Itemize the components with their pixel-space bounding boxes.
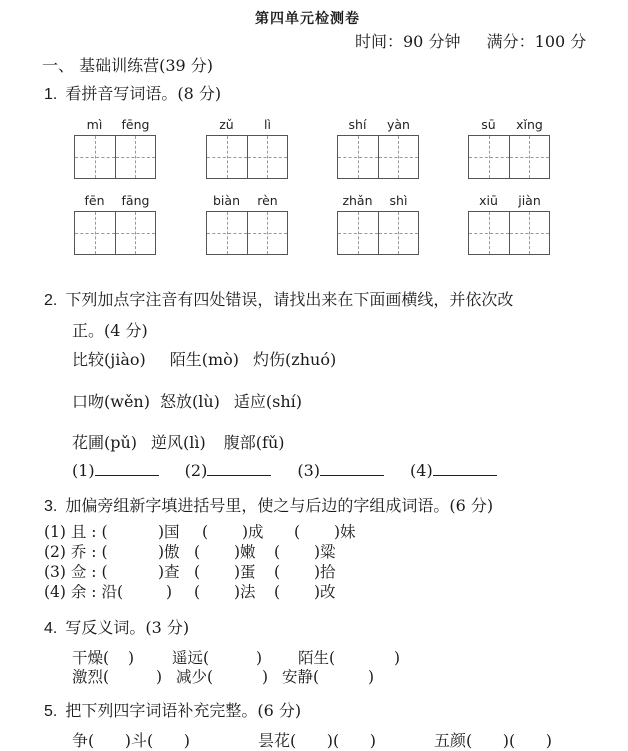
fill-slot[interactable]: ( xyxy=(274,583,281,601)
pinyin-label: xiū xyxy=(479,193,498,208)
word-with-pinyin: 陌生(mò) xyxy=(169,350,240,369)
answer-blank[interactable] xyxy=(320,461,384,476)
row-label: (2) 乔 : ( xyxy=(44,543,108,561)
fill-slot[interactable]: ( xyxy=(194,563,201,581)
antonym-blank[interactable]: ) xyxy=(394,649,401,667)
pinyin-box-group xyxy=(337,193,419,255)
antonym-blank[interactable]: ) xyxy=(368,668,375,686)
answer-blank[interactable] xyxy=(433,461,497,476)
writing-cell[interactable] xyxy=(338,136,378,178)
writing-cell[interactable] xyxy=(247,136,288,178)
fill-slot[interactable]: ( xyxy=(274,543,281,561)
pinyin-box-group xyxy=(206,117,288,179)
pinyin-box-group xyxy=(206,193,288,255)
tianzige-grid[interactable] xyxy=(206,211,288,255)
question-text: 下列加点字注音有四处错误，请找出来在下面画横线，并依次改 xyxy=(65,290,514,309)
word-with-pinyin: 比较(jiào) xyxy=(72,350,146,369)
idiom-item[interactable]: 五颜( )( ) xyxy=(434,731,553,750)
score-label: 满分：100 分 xyxy=(486,32,587,51)
writing-cell[interactable] xyxy=(338,212,378,254)
writing-cell[interactable] xyxy=(509,136,550,178)
idiom-item[interactable]: 昙花( )( ) xyxy=(258,731,377,750)
pinyin-label: biàn xyxy=(213,193,240,208)
fill-slot[interactable]: )妹 xyxy=(334,523,356,541)
fill-slot[interactable]: ( xyxy=(294,523,301,541)
exam-meta xyxy=(355,29,586,52)
pinyin-label: mì xyxy=(86,117,103,132)
writing-cell[interactable] xyxy=(247,212,288,254)
tianzige-grid[interactable] xyxy=(74,135,156,179)
pinyin-label: shí xyxy=(348,117,367,132)
question-text: 加偏旁组新字填进括号里，使之与后边的字组成词语。(6 分) xyxy=(65,496,494,515)
fill-slot[interactable]: ) xyxy=(166,583,173,601)
pinyin-row-2 xyxy=(72,389,302,412)
fill-slot[interactable]: )法 xyxy=(234,583,256,601)
writing-cell[interactable] xyxy=(469,212,509,254)
question-number: 3. xyxy=(44,498,58,515)
row-label: (3) 佥 : ( xyxy=(44,563,108,581)
pinyin-label: yàn xyxy=(387,117,410,132)
pinyin-label: sū xyxy=(481,117,496,132)
tianzige-grid[interactable] xyxy=(468,211,550,255)
pinyin-label: shì xyxy=(389,193,408,208)
fill-slot[interactable]: )国 xyxy=(158,523,180,541)
radical-row-4 xyxy=(44,582,336,602)
word-with-pinyin: 花圃(pǔ) xyxy=(72,433,138,452)
pinyin-row-1 xyxy=(72,347,336,370)
antonym-word: 安静( xyxy=(282,668,320,686)
blank-label: (1) xyxy=(72,461,95,480)
tianzige-grid[interactable] xyxy=(337,135,419,179)
writing-cell[interactable] xyxy=(469,136,509,178)
fill-slot[interactable]: )拾 xyxy=(314,563,336,581)
question-3 xyxy=(44,493,493,516)
question-text-continued: 正。(4 分) xyxy=(72,321,148,340)
tianzige-grid[interactable] xyxy=(337,211,419,255)
tianzige-grid[interactable] xyxy=(74,211,156,255)
pinyin-label: zǔ xyxy=(219,117,234,132)
fill-slot[interactable]: )查 xyxy=(158,563,180,581)
pinyin-label: jiàn xyxy=(518,193,541,208)
blank-label: (4) xyxy=(410,461,433,480)
radical-row-1 xyxy=(44,522,356,542)
answer-blank[interactable] xyxy=(95,461,159,476)
question-text: 把下列四字词语补充完整。(6 分) xyxy=(65,701,302,720)
question-5 xyxy=(44,698,301,721)
antonym-word: 陌生( xyxy=(298,649,336,667)
question-number: 5. xyxy=(44,703,58,720)
antonym-word: 干燥( xyxy=(72,649,110,667)
word-with-pinyin: 适应(shí) xyxy=(233,392,303,411)
pinyin-label: fēn xyxy=(84,193,105,208)
fill-slot[interactable]: )粱 xyxy=(314,543,336,561)
blank-label: (2) xyxy=(184,461,208,480)
antonym-row-2 xyxy=(72,667,374,687)
fill-slot[interactable]: ( xyxy=(194,583,201,601)
pinyin-box-group xyxy=(74,117,156,179)
antonym-row-1 xyxy=(72,648,400,668)
pinyin-label: lì xyxy=(264,117,271,132)
answer-blanks xyxy=(72,461,523,480)
question-text: 看拼音写词语。(8 分) xyxy=(65,84,222,103)
pinyin-box-group xyxy=(468,117,550,179)
antonym-blank[interactable]: ) xyxy=(128,649,135,667)
word-with-pinyin: 逆风(lì) xyxy=(151,433,206,452)
word-with-pinyin: 怒放(lù) xyxy=(159,392,220,411)
writing-cell[interactable] xyxy=(378,136,419,178)
question-number: 1. xyxy=(44,86,58,103)
pinyin-box-group xyxy=(468,193,550,255)
writing-cell[interactable] xyxy=(115,136,156,178)
writing-cell[interactable] xyxy=(207,212,247,254)
blank-label: (3) xyxy=(297,461,321,480)
fill-slot[interactable]: )傲 xyxy=(158,543,180,561)
question-4 xyxy=(44,615,189,638)
tianzige-grid[interactable] xyxy=(468,135,550,179)
fill-slot[interactable]: ( xyxy=(194,543,201,561)
fill-slot[interactable]: )嫩 xyxy=(234,543,256,561)
pinyin-row-3 xyxy=(72,430,285,453)
writing-cell[interactable] xyxy=(75,212,115,254)
antonym-word: 激烈( xyxy=(72,668,110,686)
radical-row-2 xyxy=(44,542,336,562)
fill-slot[interactable]: )改 xyxy=(314,583,336,601)
time-label: 时间：90 分钟 xyxy=(355,32,461,51)
question-number: 2. xyxy=(44,292,58,309)
pinyin-label: fāng xyxy=(121,193,150,208)
pinyin-label: fēng xyxy=(121,117,150,132)
question-2 xyxy=(44,287,513,310)
writing-cell[interactable] xyxy=(207,136,247,178)
pinyin-box-group xyxy=(74,193,156,255)
antonym-blank[interactable]: ) xyxy=(262,668,269,686)
writing-cell[interactable] xyxy=(378,212,419,254)
antonym-blank[interactable]: ) xyxy=(256,649,263,667)
pinyin-label: xǐng xyxy=(516,117,543,132)
pinyin-label: rèn xyxy=(257,193,278,208)
pinyin-box-group xyxy=(337,117,419,179)
word-with-pinyin: 灼伤(zhuó) xyxy=(253,350,337,369)
question-text: 写反义词。(3 分) xyxy=(65,618,190,637)
section-heading: 一、 基础训练营(39 分) xyxy=(42,56,214,75)
answer-blank[interactable] xyxy=(207,461,271,476)
radical-row-3 xyxy=(44,562,336,582)
row-label: (4) 余 : 沿( xyxy=(44,583,124,601)
word-with-pinyin: 口吻(wěn) xyxy=(72,392,150,411)
question-1 xyxy=(44,81,221,104)
fill-slot[interactable]: ( xyxy=(274,563,281,581)
writing-cell[interactable] xyxy=(509,212,550,254)
fill-slot[interactable]: )蛋 xyxy=(234,563,256,581)
row-label: (1) 且 : ( xyxy=(44,523,108,541)
writing-cell[interactable] xyxy=(75,136,115,178)
antonym-word: 减少( xyxy=(176,668,214,686)
word-with-pinyin: 腹部(fǔ) xyxy=(223,433,285,452)
question-number: 4. xyxy=(44,620,58,637)
antonym-blank[interactable]: ) xyxy=(156,668,163,686)
antonym-word: 遥远( xyxy=(172,649,210,667)
fill-slot[interactable]: )成 xyxy=(242,523,264,541)
tianzige-grid[interactable] xyxy=(206,135,288,179)
idiom-item[interactable]: 争( )斗( ) xyxy=(72,731,191,750)
fill-slot[interactable]: ( xyxy=(202,523,209,541)
pinyin-label: zhǎn xyxy=(342,193,373,208)
writing-cell[interactable] xyxy=(115,212,156,254)
page-title: 第四单元检测卷 xyxy=(255,11,360,27)
